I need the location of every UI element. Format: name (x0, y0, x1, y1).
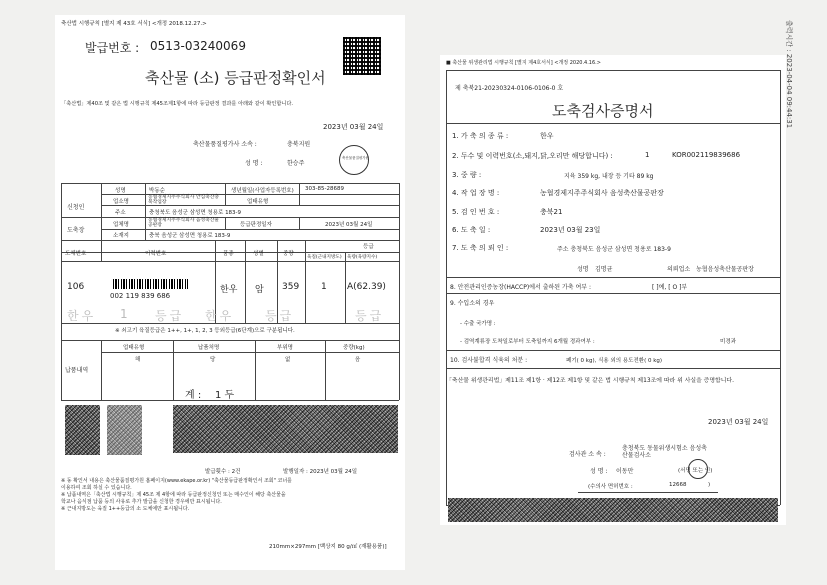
issue-count: 발급횟수 : 2건 (205, 469, 241, 475)
item-7-value: 주소 충청북도 음성군 삼성면 청용로 183-9 (557, 246, 671, 253)
item-1-label: 1. 가 축 의 종 류 : (452, 132, 509, 140)
footer-note: 학교나 음식점 납품 등의 사유로 추가 발급을 신청한 경우에만 표시됩니다. (61, 499, 222, 505)
paper-size: 210mm×297mm [백상지 80 g/㎡ (재활용품)] (269, 544, 387, 550)
official-seal-icon (688, 459, 708, 479)
birth-label: 생년월일(사업자등록번호) (231, 188, 294, 194)
barcode-icon (113, 279, 188, 289)
item-2-trace: KOR002119839686 (672, 151, 741, 159)
grade-yield: A(62.39) (347, 282, 386, 292)
watermark-grade: 등급 (155, 309, 185, 323)
item-4-value: 농협경제지주주식회사 음성축산물공판장 (540, 189, 664, 197)
document-title: 도축검사증명서 (552, 102, 654, 120)
blurred-image (173, 405, 398, 453)
watermark-grade: 등급 (265, 309, 295, 323)
law-statement: 「축산물 위생관리법」제11조 제1항 · 제12조 제1항 및 같은 법 시행규칙 제13조에 따라 위 사실을 증명합니다. (446, 378, 734, 384)
item-3-value: 지육 359 kg, 내장 등 기타 89 kg (564, 173, 654, 180)
grade-date-value: 2023년 03월 24일 (325, 222, 373, 228)
blurred-image (107, 405, 142, 455)
import-section-title: 9. 수입소의 경우 (450, 300, 495, 307)
disposal-value: 폐기( 0 kg), 식용 외의 용도전환( 0 kg) (566, 358, 663, 364)
footer-note: ※ 납품내역은「축산법 시행규칙」제 45조 제 4항에 따라 등급판정신청인 또는 매수인이 해당 축산물을 (61, 492, 286, 498)
license-label: (수의사 면허번호 : (588, 484, 633, 490)
requester-name-label: 성명 (577, 266, 589, 273)
grader-label: 축산물품질평가사 소속 : (193, 141, 257, 148)
trace-no: 002 119 839 686 (110, 292, 171, 300)
license-number: 12668 (669, 482, 687, 488)
col-breed: 품종 (223, 251, 234, 257)
item-5-value: 충북21 (540, 208, 563, 216)
signature-hint: (서명 또는 인) (678, 468, 713, 474)
total-value: 1 두 (215, 390, 235, 401)
business-type-label: 업태유형 (247, 199, 269, 205)
footer-note: ※ 동 확인서 내용은 축산물품질평가원 홈페이지(www.ekape.or.kr) "축산물등급판정확인서 조회" 코너를 (61, 478, 293, 484)
delivery-biz-type: 업태유형 (123, 345, 145, 351)
delivery-none-3: 없 (285, 357, 291, 363)
delivery-part: 부위명 (277, 345, 293, 351)
form-header: ■ 축산물 위생관리법 시행규칙 [별지 제4호서식] <개정 2020.4.16.> (446, 60, 601, 66)
total-label: 계 : (185, 390, 202, 401)
delivery-none-2: 당 (210, 357, 216, 363)
export-country: - 수출 국가명 : (460, 321, 496, 327)
item-2-value: 1 (645, 151, 650, 159)
grade-note: ※ 쇠고기 육질등급은 1++, 1+, 1, 2, 3 등외등급(6단계)으로 구분됩니다. (115, 328, 295, 334)
footer-note: 이용하여 조회 하실 수 있습니다. (61, 485, 132, 491)
col-carcass-no: 도체번호 (65, 251, 87, 257)
col-grade-yield: 육량(육량지수) (347, 255, 378, 260)
delivery-label: 납품내역 (65, 367, 89, 374)
issue-date-footer: 발행일자 : 2023년 03월 24일 (283, 469, 358, 475)
seal-text: 축산물품질평가원 (342, 156, 370, 160)
form-header: 축산법 시행규칙 [별지 제 43호 서식] <개정 2018.12.27.> (61, 21, 207, 27)
name-value: 박동순 (149, 188, 165, 194)
applicant-label: 신청인 (67, 204, 85, 211)
issue-number: 0513-03240069 (150, 39, 246, 53)
item-3-label: 3. 중 량 : (452, 171, 482, 179)
slaughter-inspection-certificate (440, 55, 786, 525)
item-7-label: 7. 도 축 의 뢰 인 : (452, 244, 509, 252)
grader-name-label: 성 명 : (245, 160, 263, 167)
disposal-label: 10. 검사불합격 식육의 처분 : (450, 357, 528, 364)
export-period: - 검역계류장 도착일로부터 도축일까지 6개월 경과여부 : (460, 339, 595, 345)
name-label: 성명 (115, 188, 126, 194)
col-weight: 중량 (283, 251, 294, 257)
breed: 한우 (220, 285, 238, 295)
inspector-name: 이동만 (616, 468, 634, 475)
plant-name-value: 농협경제지주주식회사 음성축산물공판장 (148, 218, 220, 228)
address-value: 충청북도 음성군 삼성면 청용로 183-9 (149, 210, 242, 216)
col-sex: 성별 (253, 251, 264, 257)
certificate-number: 제 축북21-20230324-0106-0106-0 호 (455, 85, 564, 92)
intro-text: 「축산법」제40조 및 같은 법 시행규칙 제45조제1항에 따라 등급판정 결과를 아래와 같이 확인합니다. (61, 101, 294, 107)
grader-org: 충북지원 (287, 141, 311, 148)
item-5-label: 5. 검 인 번 호 : (452, 208, 500, 216)
license-close: ) (708, 482, 711, 488)
item-6-label: 6. 도 축 일 : (452, 226, 491, 234)
blurred-image (448, 498, 778, 522)
company-label: 업소명 (113, 199, 129, 205)
grade-date-label: 등급판정일자 (240, 222, 272, 228)
plant-name-label: 업체명 (113, 222, 129, 228)
inspector-name-label: 성 명 : (590, 468, 608, 475)
requester-name: 김명균 (595, 266, 613, 273)
address-label: 주소 (115, 210, 126, 216)
delivery-place: 납품처명 (198, 345, 220, 351)
grader-name: 한승주 (287, 160, 305, 167)
document-title: 축산물 (소) 등급판정확인서 (145, 69, 326, 87)
col-trace-no: 이력번호 (145, 251, 167, 257)
watermark-grade-no: 1 (120, 307, 131, 321)
grading-certificate (55, 15, 405, 570)
requester-org: 농협음성축산물공판장 (696, 266, 754, 273)
inspector-org-label: 검사관 소 속 : (569, 451, 606, 458)
company-value: 농협경제지주주식회사 안심축산충북작업장 (148, 195, 220, 205)
location-value: 충북 음성군 삼성면 청용로 183-9 (149, 233, 231, 239)
item-1-value: 한우 (540, 132, 554, 140)
item-4-label: 4. 작 업 장 명 : (452, 189, 500, 197)
official-seal-icon (339, 145, 369, 175)
sex: 암 (255, 285, 264, 295)
inspector-org: 충청북도 동물위생시험소 음성축산물검사소 (622, 445, 707, 459)
blurred-image (65, 405, 100, 455)
birth-value: 303-85-28689 (305, 186, 344, 192)
carcass-no: 106 (67, 282, 85, 292)
location-label: 소재지 (113, 233, 129, 239)
col-grade: 등급 (363, 244, 374, 250)
issue-number-label: 발급번호 : (85, 41, 140, 55)
issue-date: 2023년 03월 24일 (323, 123, 384, 131)
col-grade-quality: 육질(근내지방도) (307, 255, 342, 260)
item-2-label: 2. 두수 및 이력번호(소,돼지,닭,오리만 해당합니다) : (452, 152, 613, 160)
requester-org-label: 의뢰업소 (667, 266, 691, 273)
export-period-value: 미경과 (720, 339, 736, 345)
delivery-none-4: 음 (355, 357, 361, 363)
item-6-value: 2023년 03월 23일 (540, 226, 601, 234)
footer-notes (61, 478, 292, 513)
print-time-stamp: 출력시간 : 2023-04-04 09:44:31 (785, 20, 793, 129)
grade-quality: 1 (321, 282, 327, 292)
footer-note: ※ 근내지방도는 육질 1++등급의 소 도체에만 표시됩니다. (61, 506, 190, 512)
slaughterhouse-label: 도축장 (67, 227, 85, 234)
watermark-grade: 등급 (355, 309, 385, 323)
qr-code-icon (343, 37, 381, 75)
haccp-label: 8. 안전관리인증농장(HACCP)에서 출하된 가축 여부 : (450, 284, 592, 291)
watermark-breed: 한우 (205, 309, 235, 323)
delivery-weight: 중량(kg) (343, 345, 365, 351)
haccp-choice: [ ]예, [ O ]부 (652, 284, 688, 291)
watermark-breed: 한우 (67, 309, 97, 323)
weight: 359 (282, 282, 300, 292)
issue-date: 2023년 03월 24일 (708, 418, 769, 426)
delivery-none-1: 해 (135, 357, 141, 363)
